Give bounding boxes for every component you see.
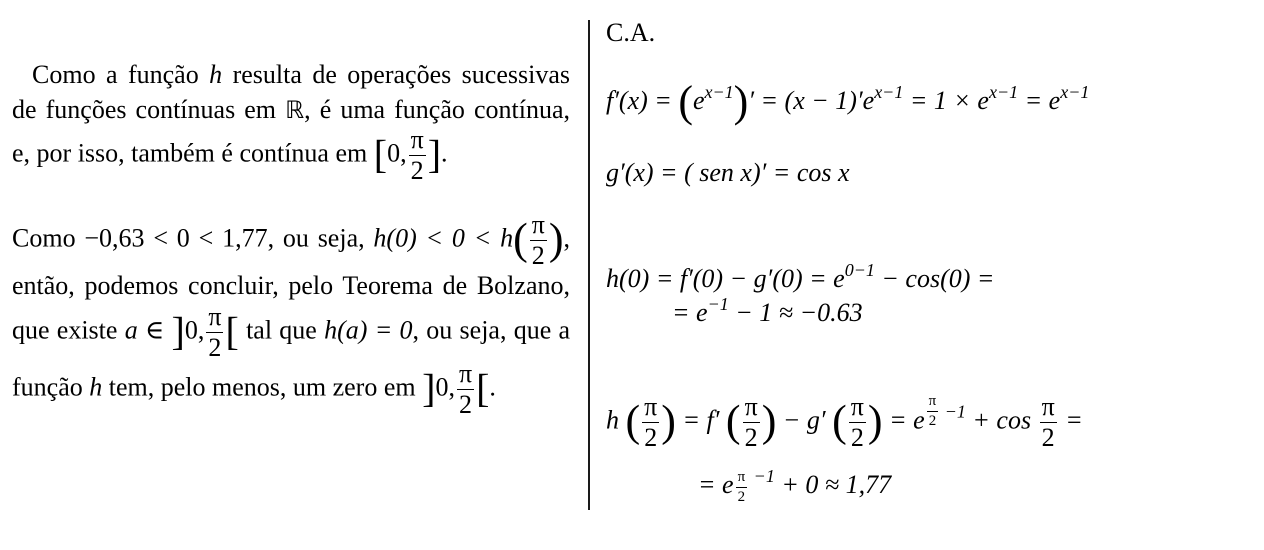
bracket: [ (476, 364, 490, 410)
h-pi-over-2-line2 (698, 466, 892, 505)
math: = e (672, 298, 708, 327)
math: = (1058, 405, 1083, 435)
math-inline: h(a) = 0 (324, 314, 413, 344)
math: + cos (965, 405, 1038, 435)
paren: ( (513, 214, 528, 264)
numerator: π (458, 358, 473, 388)
math: f′(x) = (606, 86, 679, 115)
text: , então, podemos concluir, pelo Teorema de Bolzano, que existe (12, 223, 571, 344)
paren: ) (661, 396, 676, 446)
reals-symbol: ℝ (285, 95, 305, 124)
math: e (692, 86, 705, 115)
math: h (606, 405, 619, 435)
text: tal que (246, 314, 317, 344)
bracket: ] (422, 364, 436, 410)
numerator: π (531, 210, 545, 239)
math: − 1 ≈ −0.63 (728, 298, 863, 327)
denominator: 2 (1041, 423, 1055, 452)
math: g′(x) = ( sen x)′ = cos x (606, 158, 850, 187)
denominator: 2 (737, 489, 746, 505)
text: 0, (435, 371, 455, 401)
paren: ) (761, 396, 777, 446)
h0-line2 (672, 294, 863, 328)
fraction-pi-over-2-exp (736, 470, 748, 505)
math: − cos(0) = (874, 264, 995, 293)
h0-line1 (606, 260, 995, 294)
text: resulta de operações sucessivas de funções contínuas em (12, 60, 570, 124)
h-pi-over-2-line1 (606, 394, 1083, 451)
paragraph-continuity (12, 58, 570, 184)
f-prime-derivation (606, 77, 1090, 126)
denominator: 2 (928, 413, 937, 429)
math-inline: h(0) < 0 < (373, 223, 492, 253)
math: = e (698, 470, 734, 499)
denominator: 2 (850, 423, 864, 452)
exponent: −1 (940, 401, 966, 422)
bracket: ] (427, 131, 442, 177)
math: + 0 ≈ 1,77 (774, 470, 892, 499)
text: tem, pelo menos, um zero em (108, 371, 416, 401)
fraction-pi-over-2 (457, 358, 474, 419)
paren: ) (548, 214, 564, 264)
numerator: π (850, 392, 864, 421)
column-divider (588, 20, 590, 510)
bracket: [ (373, 131, 388, 177)
denominator: 2 (744, 423, 758, 452)
fraction-pi-over-2 (530, 212, 547, 269)
paren: ) (867, 396, 883, 446)
math: h(0) = f′(0) − g′(0) = e (606, 264, 845, 293)
bracket: ] (171, 307, 185, 353)
math: − g′ (776, 405, 833, 435)
exponent: −1 (707, 294, 729, 314)
text: Como a função (32, 60, 199, 89)
numerator: π (208, 301, 222, 331)
ca-heading: C.A. (606, 18, 656, 47)
paren: ) (733, 77, 749, 126)
math-inline: a ∈ (124, 314, 165, 344)
paren: ( (832, 396, 847, 446)
numerator: π (927, 394, 939, 412)
exponent: x−1 (988, 82, 1019, 102)
exponent: 0−1 (844, 260, 875, 280)
denominator: 2 (459, 389, 472, 419)
denominator: 2 (410, 156, 424, 185)
math: = e (1018, 86, 1061, 115)
var-h: h (500, 223, 514, 253)
math: = e (882, 405, 925, 435)
fraction-pi-over-2-exp (927, 394, 939, 429)
g-prime-derivation (606, 158, 850, 188)
text: 0, (387, 138, 407, 168)
denominator: 2 (531, 241, 545, 270)
paren: ( (678, 77, 693, 126)
fraction-pi-over-2 (642, 394, 659, 451)
fraction-pi-over-2 (409, 127, 426, 184)
fraction-pi-over-2 (849, 394, 866, 451)
math: = f′ (675, 405, 726, 435)
text: . (441, 138, 448, 168)
paren: ( (725, 396, 741, 446)
math: ′ = (x − 1)′e (748, 86, 875, 115)
denominator: 2 (208, 332, 222, 362)
math: = 1 × e (903, 86, 989, 115)
fraction-pi-over-2 (743, 394, 760, 451)
bracket: [ (225, 307, 239, 353)
text: , é uma função contínua, e, por isso, também é contínua em (12, 94, 570, 168)
exponent: x−1 (1060, 82, 1090, 102)
numerator: π (744, 392, 758, 421)
text: . (489, 371, 496, 401)
exponent: −1 (749, 466, 775, 486)
numerator: π (644, 392, 658, 421)
fraction-pi-over-2 (1040, 394, 1057, 451)
paragraph-bolzano (12, 212, 570, 418)
exponent: x−1 (874, 82, 904, 102)
denominator: 2 (644, 423, 658, 452)
numerator: π (1041, 392, 1055, 421)
exponent: x−1 (704, 82, 734, 102)
text: , ou seja, que a função (12, 314, 571, 401)
numerator: π (410, 125, 424, 154)
text: 0, (184, 314, 205, 344)
paren: ( (625, 396, 641, 446)
var-h: h (209, 60, 223, 89)
left-column (12, 58, 570, 418)
text: Como −0,63 < 0 < 1,77, ou seja, (12, 223, 365, 253)
var-h: h (89, 371, 103, 401)
numerator: π (736, 470, 748, 488)
fraction-pi-over-2 (206, 301, 223, 362)
